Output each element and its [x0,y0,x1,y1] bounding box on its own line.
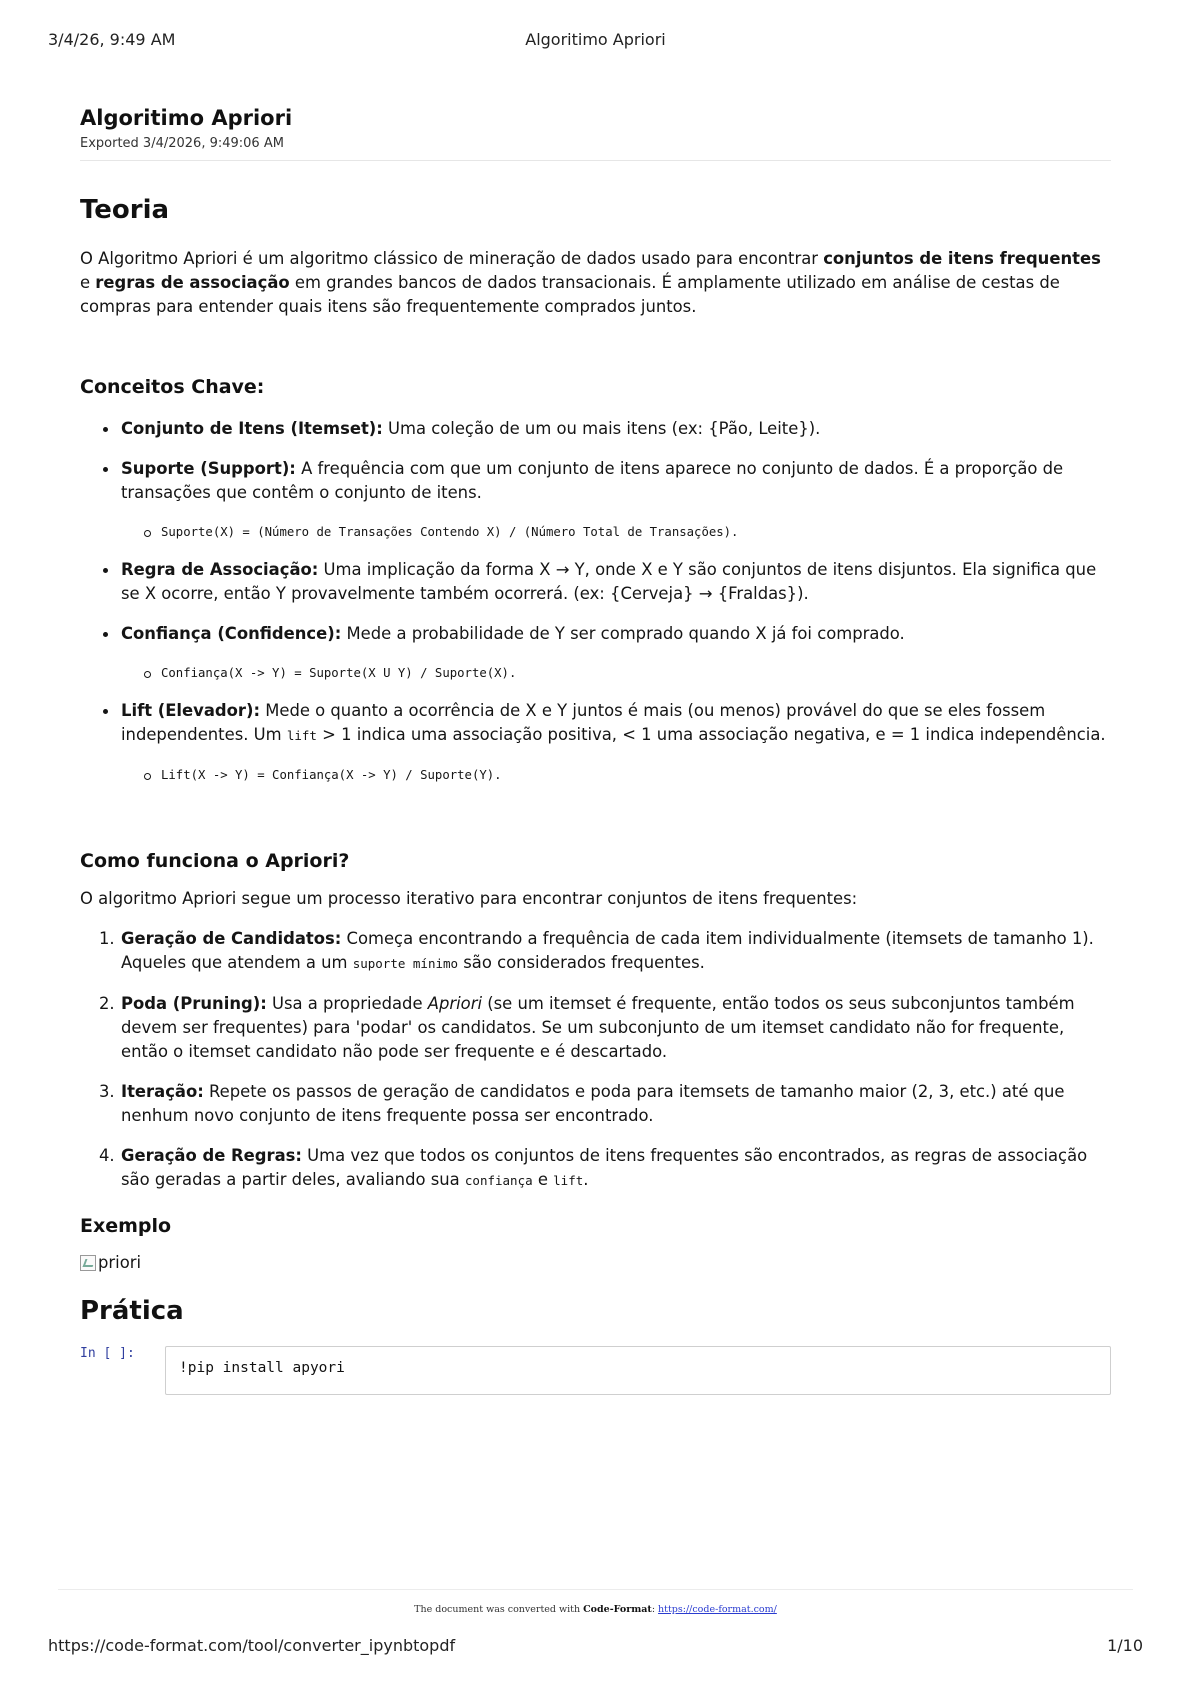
steps-list [99,927,1111,1193]
print-date: 3/4/26, 9:49 AM [48,30,176,49]
converter-note: The document was converted with Code-Format: https://code-format.com/ [414,1604,777,1615]
formula-confianca: Confiança(X -> Y) = Suporte(X U Y) / Suporte(X). [161,666,1111,680]
page-number: 1/10 [1107,1636,1143,1655]
heading-exemplo: Exemplo [80,1215,172,1237]
converter-link[interactable]: https://code-format.com/ [658,1604,777,1615]
broken-image [80,1253,1111,1272]
header-divider [80,160,1111,161]
heading-como-funciona: Como funciona o Apriori? [80,850,350,872]
heading-pratica: Prática [80,1296,184,1326]
heading-teoria: Teoria [80,195,170,225]
cell-prompt: In [ ]: [80,1346,135,1361]
funciona-intro: O algoritmo Apriori segue um processo iterativo para encontrar conjuntos de itens frequentes: [80,889,858,908]
conceitos-list-2 [121,558,1111,646]
concept-regra: Regra de Associação: Uma implicação da forma X → Y, onde X e Y são conjuntos de itens disjuntos. Ela significa que se X ocorre, então Y provavelmente também ocorrerá. (ex: {Cerveja} → {Fraldas}). [121,558,1111,606]
print-url: https://code-format.com/tool/converter_ipynbtopdf [48,1636,456,1655]
heading-conceitos-chave: Conceitos Chave: [80,376,265,398]
formula-lift: Lift(X -> Y) = Confiança(X -> Y) / Suporte(Y). [161,768,1111,782]
step-geracao-candidatos: 1. Geração de Candidatos: Começa encontrando a frequência de cada item individualmente (itemsets de tamanho 1). Aqueles que atendem a um suporte mínimo são considerados frequentes. [99,929,1094,972]
concept-itemset: Conjunto de Itens (Itemset): Uma coleção de um ou mais itens (ex: {Pão, Leite}). [121,417,1111,441]
conceitos-list [121,417,1111,505]
formula-suporte: Suporte(X) = (Número de Transações Contendo X) / (Número Total de Transações). [161,525,1111,539]
export-timestamp: Exported 3/4/2026, 9:49:06 AM [80,136,284,151]
teoria-intro: O Algoritmo Apriori é um algoritmo clássico de mineração de dados usado para encontrar conjuntos de itens frequentes e regras de associação em grandes bancos de dados transacionais. É amplamente utilizado em análise de cestas de compras para entender quais itens são frequentemente comprados juntos. [80,249,1101,316]
concept-confianca: Confiança (Confidence): Mede a probabilidade de Y ser comprado quando X já foi comprado. [121,622,1111,646]
code-input[interactable]: !pip install apyori [165,1346,1111,1395]
notebook-title: Algoritimo Apriori [80,106,293,130]
broken-image-icon [80,1255,96,1271]
print-title: Algoritimo Apriori [525,30,666,49]
concept-suporte: Suporte (Support): A frequência com que um conjunto de itens aparece no conjunto de dados. É a proporção de transações que contêm o conjunto de itens. [121,457,1111,505]
step-poda: 2. Poda (Pruning): Usa a propriedade Apriori (se um itemset é frequente, então todos os seus subconjuntos também devem ser frequentes) para 'podar' os candidatos. Se um subconjunto de um itemset candidato não for frequente, então o itemset candidato não pode ser frequente e é descartado. [99,994,1075,1061]
print-footer [48,1636,1143,1658]
step-geracao-regras: 4. Geração de Regras: Uma vez que todos os conjuntos de itens frequentes são encontrados, as regras de associação são geradas a partir deles, avaliando sua confiança e lift. [99,1146,1088,1189]
notebook-content [80,106,1111,1396]
code-cell [80,1346,1111,1396]
footer-divider [58,1589,1133,1590]
concept-lift: Lift (Elevador): Mede o quanto a ocorrência de X e Y juntos é mais (ou menos) provável do que se eles fossem independentes. Um lift > 1 indica uma associação positiva, < 1 uma associação negativa, e = 1 indica independência. [121,699,1111,748]
step-iteracao: 3. Iteração: Repete os passos de geração de candidatos e poda para itemsets de tamanho maior (2, 3, etc.) até que nenhum novo conjunto de itens frequente possa ser encontrado. [99,1082,1065,1125]
conceitos-list-3 [121,699,1111,748]
image-alt-text: priori [98,1253,142,1272]
print-header [48,30,1143,52]
